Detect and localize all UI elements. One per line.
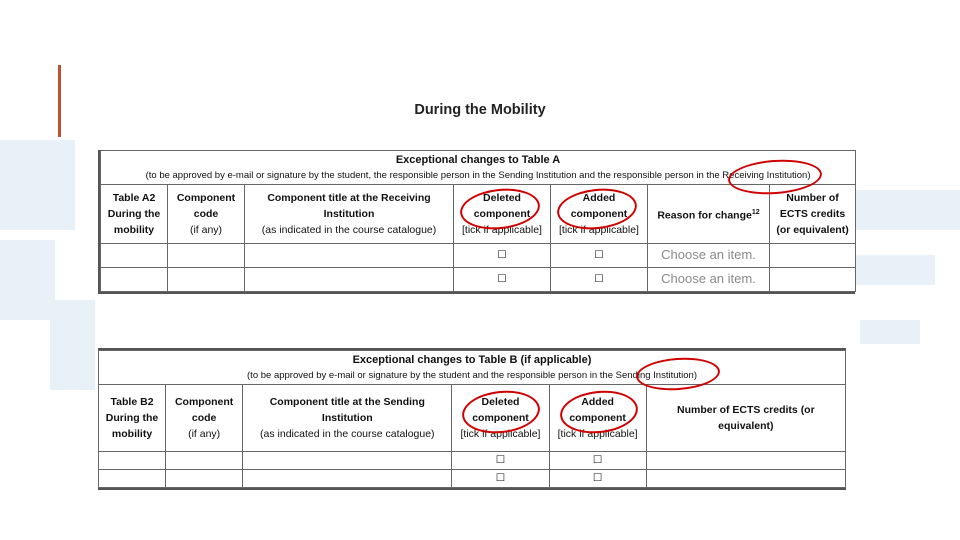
header-line: component — [569, 411, 626, 424]
header-line: (if any) — [188, 427, 221, 440]
empty-cell — [99, 451, 166, 469]
col-header-reason — [648, 185, 770, 243]
header-line: Deleted — [481, 395, 520, 408]
added-checkbox[interactable]: ☐ — [551, 267, 648, 291]
header-line: Number of — [786, 191, 839, 204]
header-line: code — [193, 207, 219, 220]
subtitle-text: (to be approved by e-mail or signature by the student, the responsible person in the Sending Institution and the responsible person in the — [145, 169, 723, 181]
background-shape — [0, 240, 55, 320]
header-line: [tick if applicable] — [559, 223, 639, 236]
header-line: Added — [581, 395, 614, 408]
header-line: (as indicated in the course catalogue) — [260, 427, 435, 440]
label-line: mobility — [111, 427, 153, 440]
title-cell[interactable] — [243, 469, 452, 487]
background-shape — [860, 320, 920, 344]
header-line: Institution — [323, 207, 375, 220]
header-line: component — [473, 207, 531, 220]
ects-cell[interactable] — [770, 267, 856, 291]
code-cell[interactable] — [166, 469, 243, 487]
col-header-ects — [770, 185, 856, 243]
row-label — [99, 385, 166, 451]
section-title: During the Mobility — [414, 102, 546, 118]
empty-cell — [99, 469, 166, 487]
background-shape — [50, 300, 95, 390]
background-shape — [0, 140, 75, 230]
header-line: [tick if applicable] — [557, 427, 638, 440]
table-row — [101, 243, 856, 267]
col-header-code — [166, 385, 243, 451]
title-cell[interactable] — [245, 267, 454, 291]
ects-cell[interactable] — [770, 243, 856, 267]
deleted-checkbox[interactable]: ☐ — [452, 451, 549, 469]
header-line: Component — [174, 395, 234, 408]
empty-cell — [101, 267, 168, 291]
header-line: Component — [176, 191, 236, 204]
reason-dropdown[interactable]: Choose an item. — [648, 267, 770, 291]
added-checkbox[interactable]: ☐ — [551, 243, 648, 267]
subtitle-text: (to be approved by e-mail or signature by the student and the responsible person in the — [247, 369, 616, 381]
header-line: (if any) — [189, 223, 223, 236]
deleted-checkbox[interactable]: ☐ — [454, 267, 551, 291]
sending-institution-text: Sending Institution — [615, 369, 694, 381]
table-b-header — [99, 351, 846, 385]
label-line: Table A2 — [112, 191, 156, 204]
added-checkbox[interactable]: ☐ — [549, 469, 646, 487]
ects-cell[interactable] — [646, 451, 845, 469]
col-header-title — [243, 385, 452, 451]
header-line: component — [472, 411, 529, 424]
code-cell[interactable] — [166, 451, 243, 469]
label-line: mobility — [113, 223, 155, 236]
header-line: [tick if applicable] — [460, 427, 541, 440]
label-line: During the — [107, 207, 161, 220]
accent-bar — [58, 65, 61, 137]
table-a-title: Exceptional changes to Table A — [395, 153, 561, 166]
table-row — [99, 451, 846, 469]
header-line: Component title at the Receiving — [267, 191, 431, 204]
title-cell[interactable] — [243, 451, 452, 469]
header-line: Reason for change — [657, 209, 752, 222]
header-line: Component title at the Sending Institution — [269, 395, 425, 424]
header-line: Deleted — [483, 191, 521, 204]
subtitle-text-end: ) — [693, 369, 697, 381]
footnote-ref: 12 — [751, 208, 760, 216]
header-line: ECTS credits — [779, 207, 846, 220]
added-checkbox[interactable]: ☐ — [549, 451, 646, 469]
table-b-subtitle — [101, 368, 843, 384]
background-shape — [855, 255, 935, 285]
table-row — [99, 469, 846, 487]
code-cell[interactable] — [168, 243, 245, 267]
title-cell[interactable] — [245, 243, 454, 267]
header-line: [tick if applicable] — [462, 223, 542, 236]
table-row — [101, 267, 856, 291]
empty-cell — [101, 243, 168, 267]
row-label — [101, 185, 168, 243]
header-line: (or equivalent) — [776, 223, 849, 236]
col-header-title — [245, 185, 454, 243]
col-header-code — [168, 185, 245, 243]
label-line: Table B2 — [110, 395, 154, 408]
deleted-checkbox[interactable]: ☐ — [452, 469, 549, 487]
table-b-title: Exceptional changes to Table B (if applicable) — [352, 353, 592, 366]
deleted-checkbox[interactable]: ☐ — [454, 243, 551, 267]
reason-dropdown[interactable]: Choose an item. — [648, 243, 770, 267]
header-line: Added — [582, 191, 616, 204]
code-cell[interactable] — [168, 267, 245, 291]
background-shape — [855, 190, 960, 230]
col-header-ects: Number of ECTS credits (or equivalent) — [646, 385, 845, 451]
label-line: During the — [105, 411, 159, 424]
header-line: component — [570, 207, 628, 220]
header-line: (as indicated in the course catalogue) — [261, 223, 437, 236]
receiving-institution-text: Receiving Institution — [722, 169, 808, 181]
subtitle-text-end: ) — [807, 169, 811, 181]
header-line: code — [191, 411, 217, 424]
ects-cell[interactable] — [646, 469, 845, 487]
